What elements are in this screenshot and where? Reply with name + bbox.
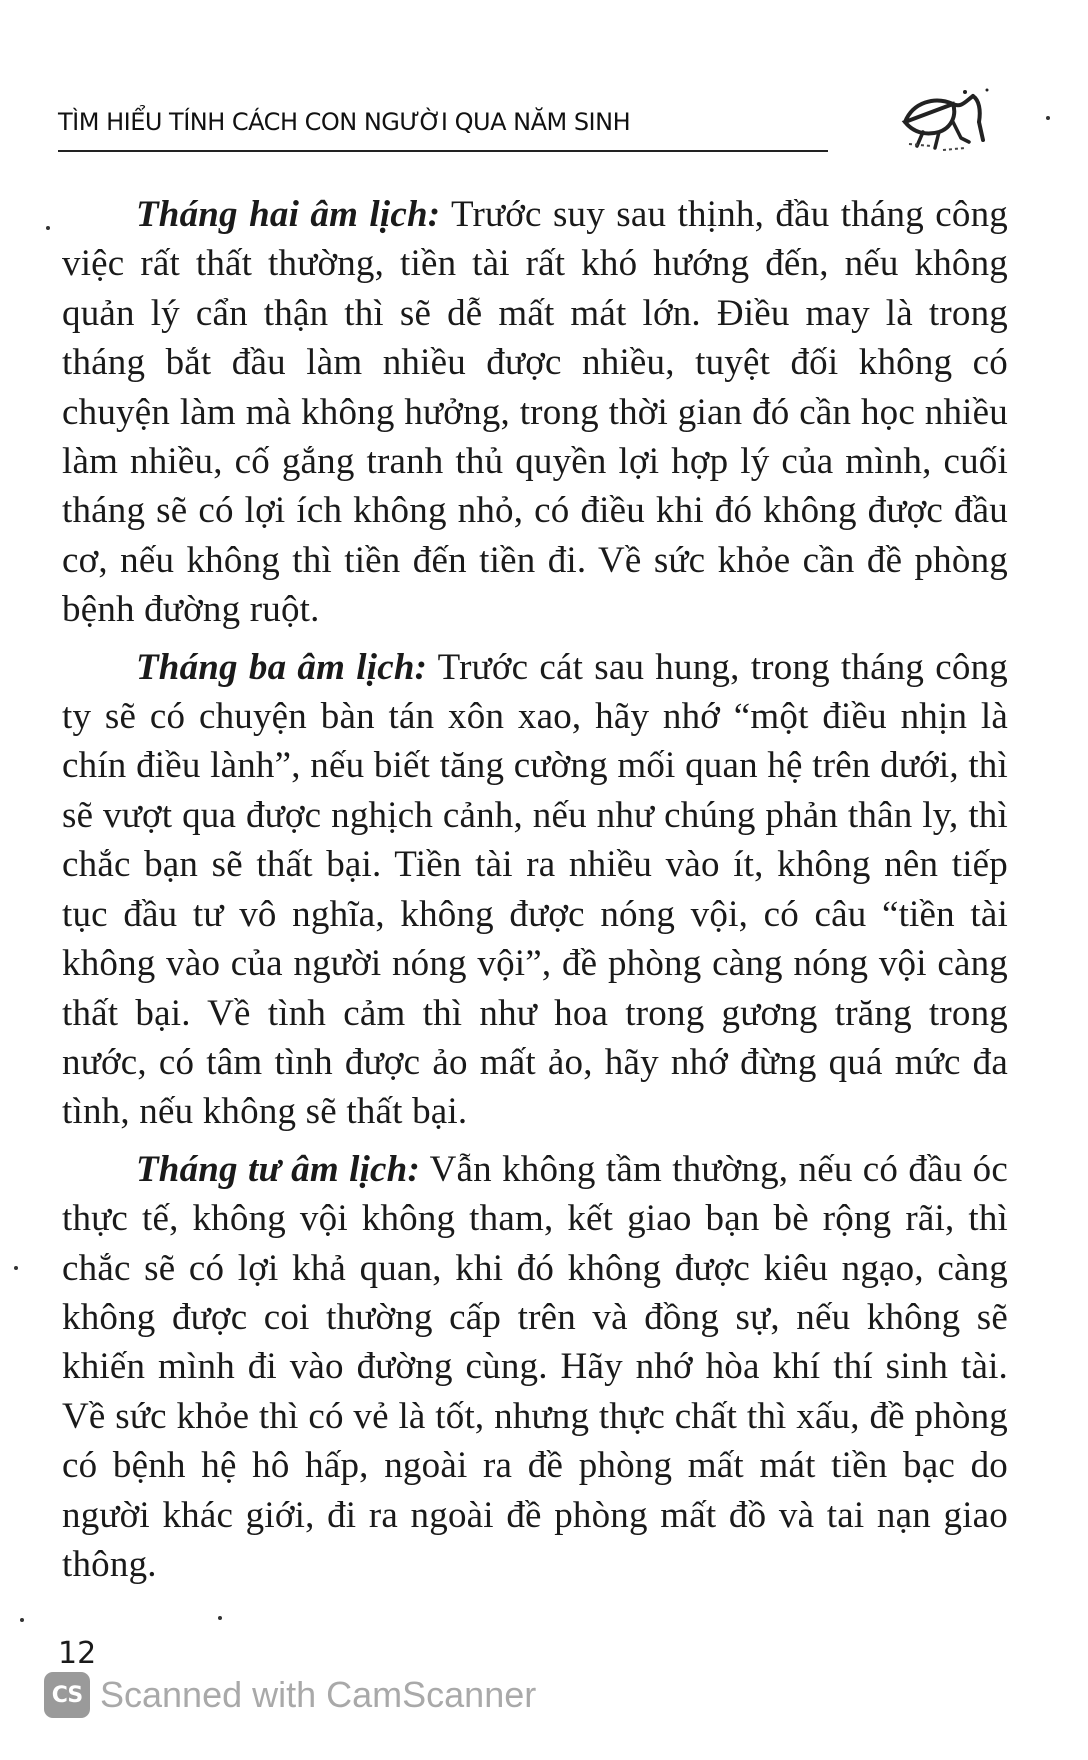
ox-drawing-icon xyxy=(895,82,995,162)
scan-speck xyxy=(14,1266,18,1270)
paragraph-thang-ba xyxy=(62,643,1008,1137)
month-label: Tháng tư âm lịch: xyxy=(136,1148,420,1190)
month-label: Tháng hai âm lịch: xyxy=(136,194,441,235)
camscanner-watermark xyxy=(44,1672,536,1718)
paragraph-thang-hai xyxy=(62,190,1008,635)
scan-speck xyxy=(1046,116,1050,120)
page-body xyxy=(62,190,1008,1597)
paragraph-text: Trước suy sau thịnh, đầu tháng công việc rất thất thường, tiền tài rất khó hướng đến, nếu không quản lý cẩn thận thì sẽ dễ mất mát lớn. Điều may là trong tháng bắt đầu làm nhiều được nhiều, tuyệt đối không có chuyện làm mà không hưởng, trong thời gian đó cần học nhiều làm nhiều, cố gắng tranh thủ quyền lợi hợp lý của mình, cuối tháng sẽ có lợi ích không nhỏ, có điều khi đó không được đầu cơ, nếu không thì tiền đến tiền đi. Về sức khỏe cần đề phòng bệnh đường ruột. xyxy=(62,194,1008,631)
running-header: TÌM HIỂU TÍNH CÁCH CON NGƯỜI QUA NĂM SINH xyxy=(58,108,631,136)
month-label: Tháng ba âm lịch: xyxy=(136,646,428,688)
scan-speck xyxy=(20,1618,24,1622)
watermark-text: Scanned with CamScanner xyxy=(100,1674,537,1715)
scan-speck xyxy=(46,226,50,230)
scan-speck xyxy=(218,1616,222,1620)
camscanner-logo-icon: CS xyxy=(44,1672,90,1718)
page-number: 12 xyxy=(58,1636,97,1671)
header-rule xyxy=(58,150,828,152)
paragraph-text: Trước cát sau hung, trong tháng công ty sẽ có chuyện bàn tán xôn xao, hãy nhớ “một điều nhịn là chín điều lành”, nếu biết tăng cường mối quan hệ trên dưới, thì sẽ vượt qua được nghịch cảnh, nếu như chúng phản thân ly, thì chắc bạn sẽ thất bại. Tiền tài ra nhiều vào ít, không nên tiếp tục đầu tư vô nghĩa, không được nóng vội, có câu “tiền tài không vào của người nóng vội”, đề phòng càng nóng vội càng thất bại. Về tình cảm thì như hoa trong gương trăng trong nước, có tâm tình được ảo mất ảo, hãy nhớ đừng quá mức đa tình, nếu không sẽ thất bại. xyxy=(62,646,1008,1133)
paragraph-thang-tu xyxy=(62,1145,1008,1590)
paragraph-text: Vẫn không tầm thường, nếu có đầu óc thực tế, không vội không tham, kết giao bạn bè rộng rãi, thì chắc sẽ có lợi khả quan, khi đó không được kiêu ngạo, càng không được coi thường cấp trên và đồng sự, nếu không sẽ khiến mình đi vào đường cùng. Hãy nhớ hòa khí thí sinh tài. Về sức khỏe thì có vẻ là tốt, nhưng thực chất thì xấu, đề phòng có bệnh hệ hô hấp, ngoài ra đề phòng mất mát tiền bạc do người khác giới, đi ra ngoài đề phòng mất đồ và tai nạn giao thông. xyxy=(62,1148,1008,1585)
